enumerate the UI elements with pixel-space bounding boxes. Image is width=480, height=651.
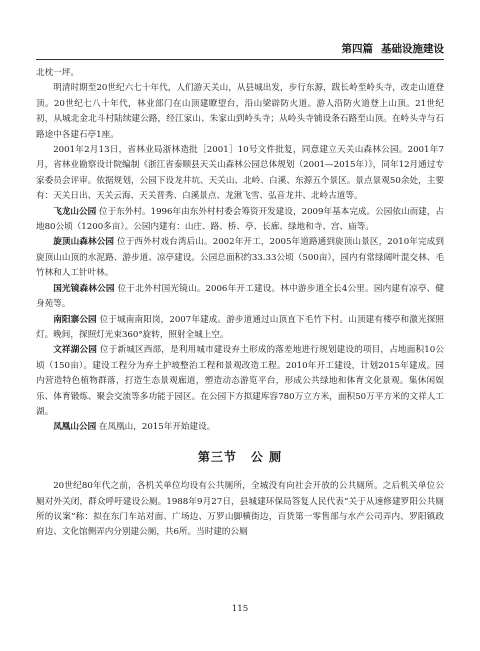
park-name: 凤凰山公园 xyxy=(53,422,97,433)
paragraph xyxy=(36,143,444,205)
paragraph xyxy=(36,313,444,344)
page-number: 115 xyxy=(231,604,249,614)
paragraph-text: 位于东外村。1996年由东外村村委会筹资开发建设，2009年基本完成。公园依山而建，占地80公顷（1200多亩）。公园内建有：山庄、路、桥、亭、长廊、绿地和寺、宫、庙等。 xyxy=(36,206,444,233)
paragraph-text: 位于城南南阳岗，2007年建成。游步道通过山顶直下毛竹下村。山顶建有楼亭和激光探照灯。晚间，探照灯光束360°旋转，照射全城上空。 xyxy=(36,314,444,340)
paragraph xyxy=(36,81,444,143)
paragraph-text: 北枕一坪。 xyxy=(36,68,79,78)
park-name: 文祥湖公园 xyxy=(53,345,98,356)
page-body xyxy=(36,66,444,541)
paragraph-text: 2001年2月13日，省林业局浙林造批［2001］10号文件批复，同意建立天关山森林公园。2001年7月，省林业勘察设计院编制《浙江省泰顺县天关山森林公园总体规划（2001—2015年）》，同年12月通过专家委员会评审。依据规划，公园下设龙井坑、天关山、北岭、白溪、东源五个景区。景点景观50余处，主要有：天关日出、天关云海、天关晋秀、白溪景点、龙湫飞雪、弘音龙井、北岭古道等。 xyxy=(36,145,444,202)
paragraph-text: 在凤凰山，2015年开始建设。 xyxy=(96,422,216,433)
park-name: 南阳寨公园 xyxy=(53,314,97,325)
paragraph xyxy=(36,66,444,81)
section-title xyxy=(36,450,444,465)
section-heading: 公 厕 xyxy=(250,449,283,464)
park-name: 旋顶山森林公园 xyxy=(53,237,115,248)
paragraph-text: 位于新城区西部，是利用城市建设弃土形成的落差地进行规划建设的项目，占地面积10公顷（150亩）。建设工程分为弃土护坡整治工程和景观改造工程。2010年开工建设，计划2015年建成。园内营造特色植物群落，打造生态景观廊道，塑造动态游览平台，形成公共绿地和体育文化景观。集休闲娱乐、体育锻炼、聚会交流等多功能于园区。在公园下方拟建库容780万立方米，面积50万平方米的文祥人工湖。 xyxy=(36,345,444,417)
header-part: 第四篇 xyxy=(341,43,373,55)
section-number: 第三节 xyxy=(197,449,237,464)
paragraph-text: 20世纪80年代之前，各机关单位均设有公共厕所，全城没有向社会开放的公共厕所。之后机关单位公厕对外关闭，群众呼吁建设公厕。1988年9月27日，县城建环保局答复人民代表“关于从速修建罗阳公共厕所的议案”称：拟在东门车站对面、广场边、万罗山脚横街边，百货第一零售部与水产公司弄内、罗阳镇政府边、文化馆侧弄内分别建公厕，共6所。当时建的公厕 xyxy=(36,481,444,538)
paragraph-text: 位于西外村戏台湾后山。2002年开工，2005年道路通到旋顶山景区，2010年完成到旋顶山山顶的水泥路、游步道、凉亭建设。公园总面积约33.33公顷（500亩），园内有常绿阔叶混交林、毛竹林和人工针叶林。 xyxy=(36,237,444,279)
paragraph-text: 明清时期至20世纪六七十年代，人们游天关山，从县城出发，步行东源，跋长岭至岭头寺，改走山道登顶。20世纪七八十年代，林业部门在山顶建瞭望台，沿山梁辟防火道。游人沿防火道登上山顶。21世纪初，从城北金北斗村陆续建公路，经江家山、朱家山到岭头寺；从岭头寺铺设条石路至山顶。在岭头寺与石路途中各建石亭1座。 xyxy=(36,83,444,140)
header-chapter: 基础设施建设 xyxy=(381,43,444,55)
running-header xyxy=(36,40,444,60)
park-name: 飞龙山公园 xyxy=(53,206,97,217)
paragraph xyxy=(36,420,444,435)
paragraph xyxy=(36,343,444,420)
paragraph xyxy=(36,235,444,281)
paragraph xyxy=(36,479,444,541)
paragraph xyxy=(36,282,444,313)
paragraph xyxy=(36,205,444,236)
park-name: 国光镜森林公园 xyxy=(53,283,115,294)
paragraph-text: 位于北外村国光镜山。2006年开工建设。林中游步道全长4公里。园内建有凉亭、健身苑等。 xyxy=(36,283,444,310)
